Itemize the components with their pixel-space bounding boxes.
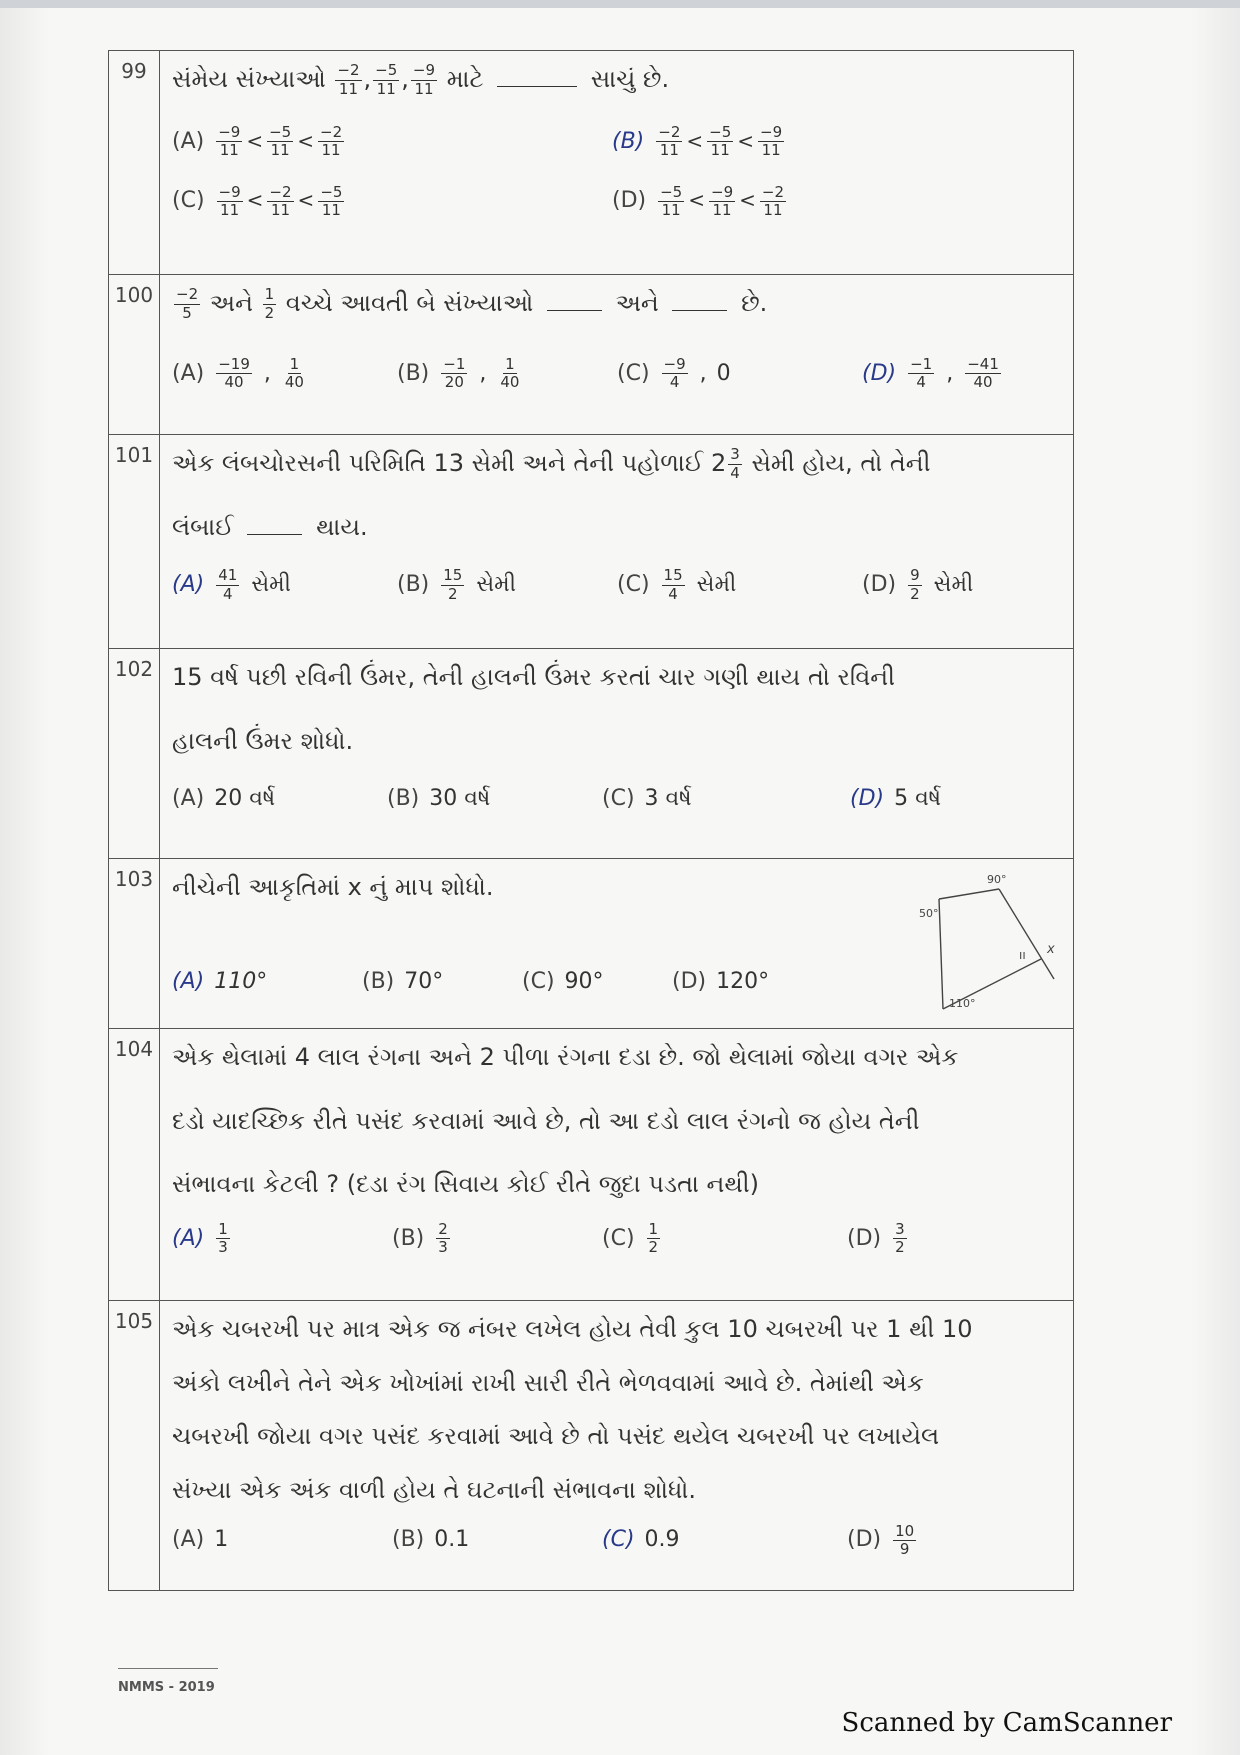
fraction: $\frac{-9}{11}$ [412,61,436,98]
question-text: $\frac{-2}{5}$ અને $\frac{1}{2}$ વચ્ચે આવતી બે સંખ્યાઓ અને છે. [176,285,768,322]
answer-blank [497,66,577,87]
q-text-part: સાચું છે. [590,65,670,93]
question-text: 15 વર્ષ પછી રવિની ઉંમર, તેની હાલની ઉંમર કરતાં ચાર ગણી થાય તો રવિની [172,663,896,691]
question-body [160,435,1074,649]
question-row-102 [109,649,1074,859]
option-c: (C) 3 વર્ષ [602,786,692,812]
question-number: 100 [109,275,160,435]
question-number: 99 [109,51,160,275]
question-text-line2: અંકો લખીને તેને એક ખોખાંમાં રાખી સારી રીતે ભેળવવામાં આવે છે. તેમાંથી એક [172,1368,924,1397]
question-number: 102 [109,649,160,859]
question-body [160,1301,1074,1591]
question-body [160,649,1074,859]
options-row [172,778,1061,820]
question-body [160,51,1074,275]
options-row [172,353,1061,395]
question-body [160,1029,1074,1301]
question-number: 104 [109,1029,160,1301]
options-row [172,180,1061,222]
option-a: (A) $\frac{-9}{11}$ < $\frac{-5}{11}$ < $\frac{-2}{11}$ [172,122,343,160]
option-a: (A) $\frac{1}{3}$ [172,1219,228,1257]
question-table [108,50,1074,1591]
option-a: (A) $\frac{-19}{40}$ , $\frac{1}{40}$ [172,354,304,391]
angle-label-90: 90° [987,873,1007,886]
options-row [172,121,1061,163]
option-a: (A) $\frac{41}{4}$ સેમી [172,566,291,603]
option-a: (A) 20 વર્ષ [172,786,276,812]
question-text-line3: સંભાવના કેટલી ? (દડા રંગ સિવાય કોઈ રીતે જુદા પડતા નથી) [172,1170,760,1199]
option-b: (B) $\frac{15}{2}$ સેમી [397,566,517,603]
answer-blank [672,290,727,311]
question-number: 105 [109,1301,160,1591]
q-text-part: માટે [446,65,484,93]
option-b: (B) 30 વર્ષ [387,786,491,812]
question-text-line2: દડો યાદચ્છિક રીતે પસંદ કરવામાં આવે છે, તો આ દડો લાલ રંગનો જ હોય તેની [172,1106,920,1135]
option-d: (D) 5 વર્ષ [850,786,942,812]
question-body [160,275,1074,435]
option-d: (D) $\frac{-5}{11}$ < $\frac{-9}{11}$ < $\frac{-2}{11}$ [612,182,785,219]
option-d: (D) 120° [672,968,770,994]
question-number: 101 [109,435,160,649]
fraction: $\frac{-2}{11}$ [337,61,360,98]
option-a: (A) 110° [172,968,268,994]
option-b: (B) $\frac{-1}{20}$ , $\frac{1}{40}$ [397,354,520,391]
question-row-100 [109,275,1074,435]
option-b: (B) $\frac{-2}{11}$ < $\frac{-5}{11}$ < $\frac{-9}{11}$ [612,122,783,160]
option-d: (D) $\frac{10}{9}$ [847,1521,915,1558]
answer-blank [247,514,302,535]
question-row-103 [109,859,1074,1029]
option-b: (B) 70° [362,968,444,994]
question-row-104 [109,1029,1074,1301]
question-text-line4: સંખ્યા એક અંક વાળી હોય તે ઘટનાની સંભાવના શોધો. [172,1475,697,1504]
question-row-101 [109,435,1074,649]
question-row-105 [109,1301,1074,1591]
question-text: એક લંબચોરસની પરિમિતિ 13 સેમી અને તેની પહોળાઈ 2 $\frac{3}{4}$ સેમી હોય, તો તેની [172,445,931,482]
option-b: (B) $\frac{2}{3}$ [392,1219,448,1257]
question-text-line2: હાલની ઉંમર શોધો. [172,726,354,755]
angle-figure [869,869,1059,1019]
question-body [160,859,1074,1029]
option-d: (D) $\frac{-1}{4}$ , $\frac{-41}{40}$ [862,354,999,391]
options-row [172,1519,1061,1561]
option-b: (B) 0.1 [392,1527,470,1553]
answer-blank [547,290,602,311]
question-text: સંમેય સંખ્યાઓ $\frac{-2}{11}$ , $\frac{-5}{11}$ , $\frac{-9}{11}$ માટે સાચું છે. [172,61,670,98]
angle-label-50: 50° [919,907,939,920]
footer-rule [118,1668,218,1669]
angle-label-x: x [1047,942,1055,957]
question-text: એક ચબરખી પર માત્ર એક જ નંબર લખેલ હોય તેવી કુલ 10 ચબરખી પર 1 થી 10 [172,1315,973,1343]
question-text-line3: ચબરખી જોયા વગર પસંદ કરવામાં આવે છે તો પસંદ થયેલ ચબરખી પર લખાયેલ [172,1422,940,1451]
option-c: (C) $\frac{15}{4}$ સેમી [617,566,737,603]
scanner-watermark: Scanned by CamScanner [841,1708,1172,1738]
option-c: (C) $\frac{-9}{4}$ , 0 [617,354,731,391]
q-text-part: સંમેય સંખ્યાઓ [172,65,326,93]
option-c: (C) $\frac{-9}{11}$ < $\frac{-2}{11}$ < $\frac{-5}{11}$ [172,182,343,219]
question-number: 103 [109,859,160,1029]
question-text: નીચેની આકૃતિમાં x નું માપ શોધો. [172,873,494,901]
option-d: (D) $\frac{9}{2}$ સેમી [862,566,974,603]
scan-edge [0,0,1240,8]
question-text-line2: લંબાઈ થાય. [172,512,368,541]
option-a: (A) 1 [172,1527,229,1553]
pencil-mark: ıı [1019,948,1026,962]
options-row [172,1218,1061,1260]
angle-label-110: 110° [949,997,976,1010]
option-c: (C) 0.9 [602,1527,680,1553]
question-row-99 [109,51,1074,275]
question-text: એક થેલામાં 4 લાલ રંગના અને 2 પીળા રંગના દડા છે. જો થેલામાં જોયા વગર એક [172,1043,959,1071]
fraction: $\frac{-5}{11}$ [375,61,398,98]
option-c: (C) 90° [522,968,604,994]
footer-label: NMMS - 2019 [118,1680,215,1695]
option-d: (D) $\frac{3}{2}$ [847,1219,905,1257]
options-row [172,564,1061,606]
option-c: (C) $\frac{1}{2}$ [602,1219,659,1257]
